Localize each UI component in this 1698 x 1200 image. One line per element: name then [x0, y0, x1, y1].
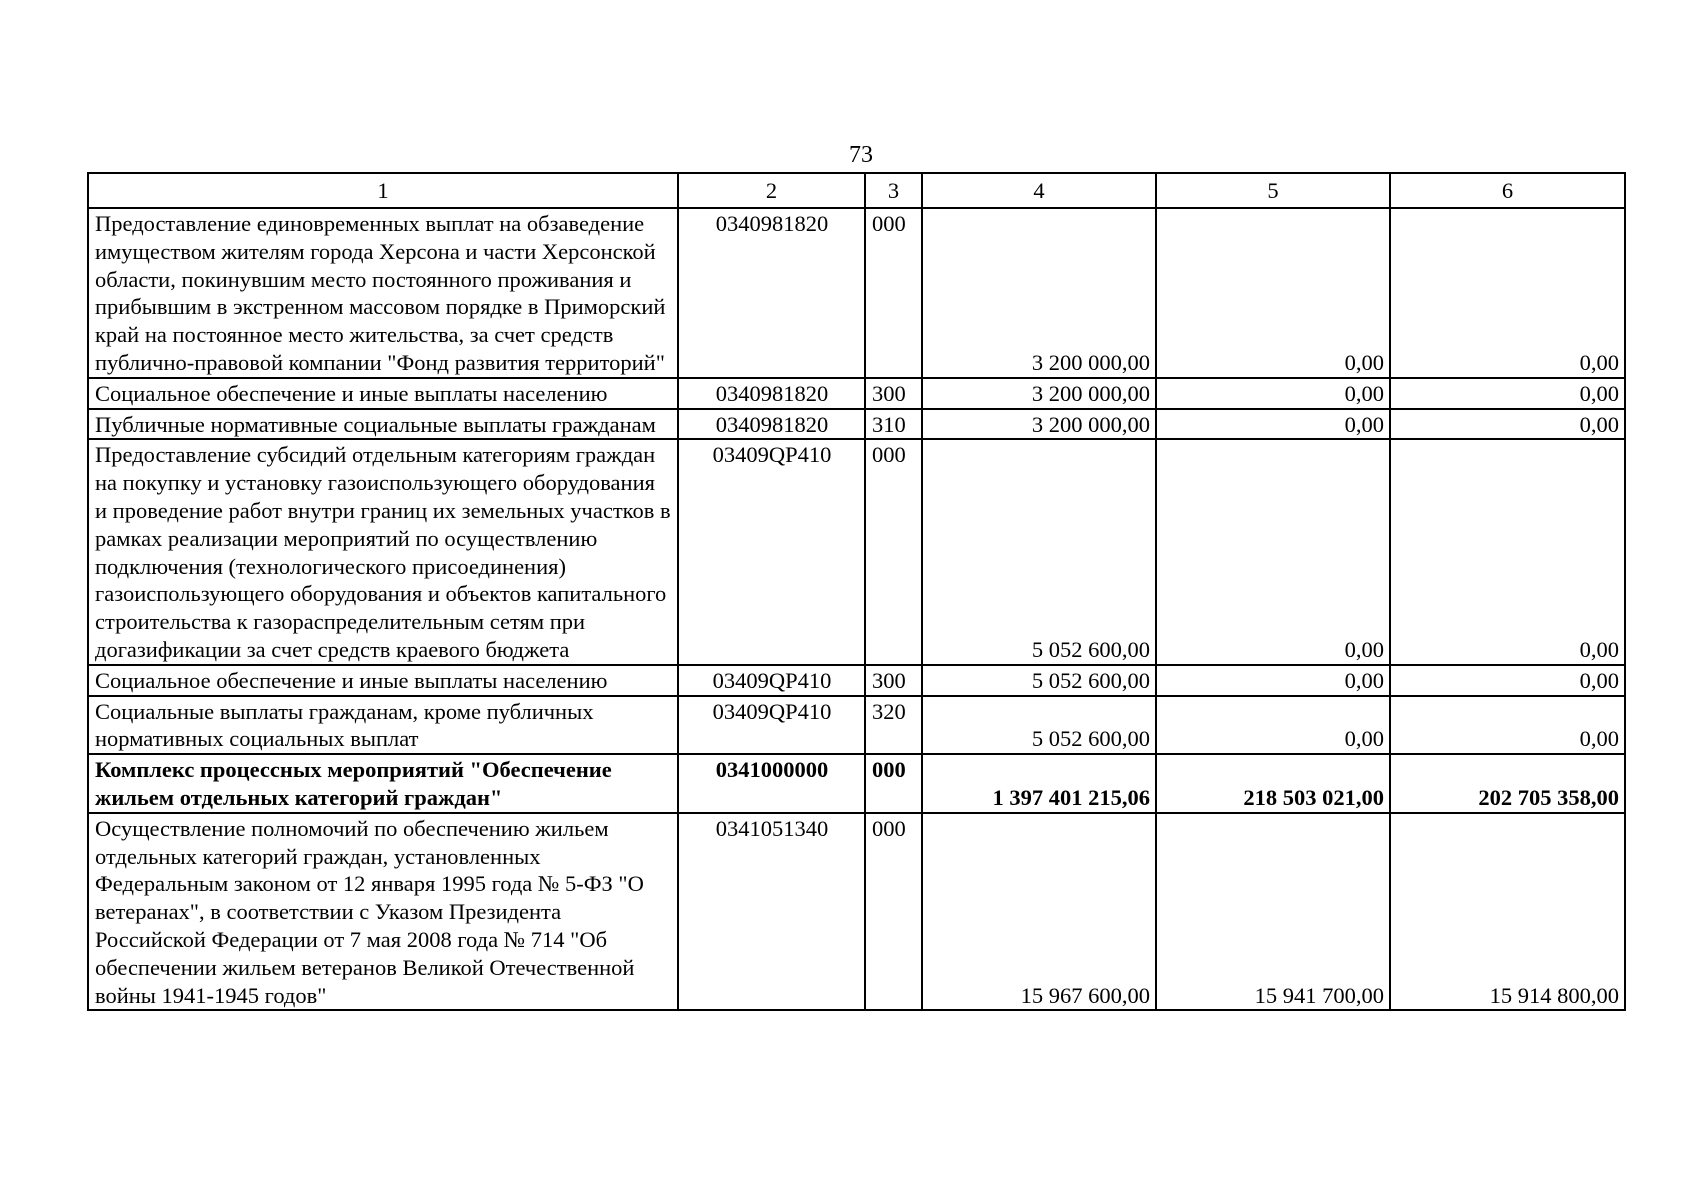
row-amount-year3: 15 914 800,00 — [1390, 813, 1625, 1011]
table-row — [88, 378, 1625, 409]
row-amount-year2: 0,00 — [1156, 439, 1390, 664]
page-number: 73 — [849, 142, 873, 168]
row-name: Комплекс процессных мероприятий "Обеспечение жильем отдельных категорий граждан" — [88, 754, 678, 813]
row-amount-year3: 0,00 — [1390, 696, 1625, 755]
row-amount-year1: 5 052 600,00 — [922, 696, 1156, 755]
row-name: Предоставление субсидий отдельным категориям граждан на покупку и установку газоиспользующего оборудования и проведение работ внутри границ их земельных участков в рамках реализации мероприятий по осуществлению подключения (технологического присоединения) газоиспользующего оборудования и объектов капитального строительства к газораспределительным сетям при догазификации за счет средств краевого бюджета — [88, 439, 678, 664]
row-amount-year3: 0,00 — [1390, 439, 1625, 664]
budget-table — [87, 172, 1626, 1011]
row-vr-code: 000 — [865, 813, 922, 1011]
row-amount-year1: 1 397 401 215,06 — [922, 754, 1156, 813]
row-vr-code: 000 — [865, 208, 922, 378]
row-amount-year2: 218 503 021,00 — [1156, 754, 1390, 813]
row-amount-year2: 0,00 — [1156, 409, 1390, 440]
row-amount-year3: 0,00 — [1390, 409, 1625, 440]
row-name: Публичные нормативные социальные выплаты гражданам — [88, 409, 678, 440]
row-csr-code: 0340981820 — [678, 208, 865, 378]
table-row-subtotal — [88, 754, 1625, 813]
row-name: Социальное обеспечение и иные выплаты населению — [88, 665, 678, 696]
row-amount-year3: 0,00 — [1390, 665, 1625, 696]
row-amount-year1: 3 200 000,00 — [922, 378, 1156, 409]
row-amount-year2: 0,00 — [1156, 696, 1390, 755]
row-amount-year3: 0,00 — [1390, 208, 1625, 378]
row-amount-year2: 15 941 700,00 — [1156, 813, 1390, 1011]
row-csr-code: 0341000000 — [678, 754, 865, 813]
row-csr-code: 03409QP410 — [678, 439, 865, 664]
table-row — [88, 439, 1625, 664]
row-vr-code: 300 — [865, 665, 922, 696]
row-csr-code: 03409QP410 — [678, 665, 865, 696]
table-row — [88, 696, 1625, 755]
row-csr-code: 0340981820 — [678, 378, 865, 409]
row-amount-year3: 0,00 — [1390, 378, 1625, 409]
row-name: Социальное обеспечение и иные выплаты населению — [88, 378, 678, 409]
row-vr-code: 000 — [865, 439, 922, 664]
row-vr-code: 300 — [865, 378, 922, 409]
column-header: 4 — [922, 173, 1156, 208]
row-amount-year3: 202 705 358,00 — [1390, 754, 1625, 813]
row-csr-code: 0340981820 — [678, 409, 865, 440]
row-amount-year1: 3 200 000,00 — [922, 208, 1156, 378]
row-amount-year2: 0,00 — [1156, 378, 1390, 409]
row-csr-code: 0341051340 — [678, 813, 865, 1011]
row-csr-code: 03409QP410 — [678, 696, 865, 755]
row-amount-year2: 0,00 — [1156, 208, 1390, 378]
column-header: 2 — [678, 173, 865, 208]
table-row — [88, 665, 1625, 696]
row-vr-code: 320 — [865, 696, 922, 755]
column-header: 1 — [88, 173, 678, 208]
table-row — [88, 208, 1625, 378]
row-amount-year1: 5 052 600,00 — [922, 439, 1156, 664]
table-row — [88, 409, 1625, 440]
column-header: 6 — [1390, 173, 1625, 208]
row-amount-year2: 0,00 — [1156, 665, 1390, 696]
row-vr-code: 000 — [865, 754, 922, 813]
row-name: Осуществление полномочий по обеспечению жильем отдельных категорий граждан, установленных Федеральным законом от 12 января 1995 года № 5-ФЗ "О ветеранах", в соответствии с Указом Президента Российской Федерации от 7 мая 2008 года № 714 "Об обеспечении жильем ветеранов Великой Отечественной войны 1941-1945 годов" — [88, 813, 678, 1011]
table-row — [88, 813, 1625, 1011]
row-name: Предоставление единовременных выплат на обзаведение имуществом жителям города Херсона и части Херсонской области, покинувшим место постоянного проживания и прибывшим в экстренном массовом порядке в Приморский край на постоянное место жительства, за счет средств публично-правовой компании "Фонд развития территорий" — [88, 208, 678, 378]
row-amount-year1: 5 052 600,00 — [922, 665, 1156, 696]
table-header-row — [88, 173, 1625, 208]
row-amount-year1: 3 200 000,00 — [922, 409, 1156, 440]
column-header: 3 — [865, 173, 922, 208]
row-name: Социальные выплаты гражданам, кроме публичных нормативных социальных выплат — [88, 696, 678, 755]
row-amount-year1: 15 967 600,00 — [922, 813, 1156, 1011]
column-header: 5 — [1156, 173, 1390, 208]
row-vr-code: 310 — [865, 409, 922, 440]
